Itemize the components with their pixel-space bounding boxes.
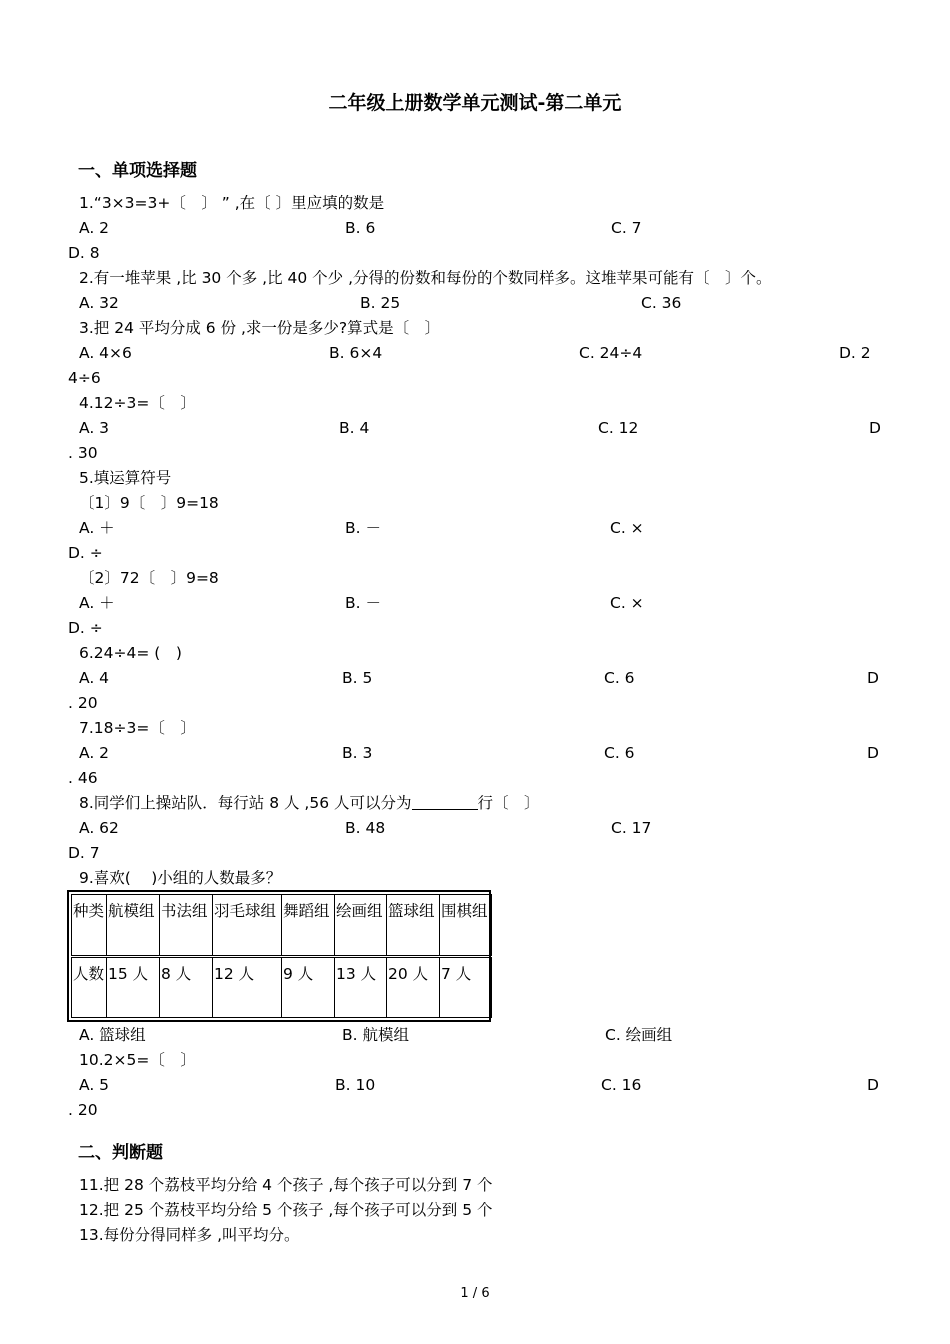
q1-option-b: B. 6 xyxy=(345,219,376,237)
q1-option-a: A. 2 xyxy=(79,219,110,237)
q4-option-b: B. 4 xyxy=(339,419,370,437)
q1-stem: 1.“3×3=3+〔 〕 ” ,在〔 〕里应填的数是 xyxy=(79,194,385,212)
q5-sub1-option-d: D. ÷ xyxy=(68,544,103,562)
q10-option-d-part1: D xyxy=(867,1076,879,1094)
table-cell: 8 人 xyxy=(160,956,213,1018)
q5-sub2-option-a: A. ＋ xyxy=(79,594,115,612)
q10-option-a: A. 5 xyxy=(79,1076,110,1094)
q7-option-d-part1: D xyxy=(867,744,879,762)
section-heading-judgement: 二、判断题 xyxy=(78,1143,163,1163)
q4-option-c: C. 12 xyxy=(598,419,639,437)
table-cell: 种类 xyxy=(72,895,107,957)
q6-option-a: A. 4 xyxy=(79,669,110,687)
q8-option-c: C. 17 xyxy=(611,819,652,837)
q8-option-b: B. 48 xyxy=(345,819,386,837)
table-row-header xyxy=(72,895,492,957)
q3-option-d-part1: D. 2 xyxy=(839,344,871,362)
q6-option-d-part1: D xyxy=(867,669,879,687)
table-cell: 航模组 xyxy=(107,895,160,957)
q5-sub2-option-d: D. ÷ xyxy=(68,619,103,637)
q2-option-a: A. 32 xyxy=(79,294,119,312)
q11-text: 11.把 28 个荔枝平均分给 4 个孩子 ,每个孩子可以分到 7 个 xyxy=(79,1176,493,1194)
q2-option-b: B. 25 xyxy=(360,294,401,312)
q2-option-c: C. 36 xyxy=(641,294,682,312)
q9-data-table xyxy=(67,890,491,1022)
q4-option-a: A. 3 xyxy=(79,419,110,437)
q4-stem: 4.12÷3=〔 〕 xyxy=(79,394,196,412)
q9-option-b: B. 航模组 xyxy=(342,1026,409,1044)
table-cell: 绘画组 xyxy=(335,895,387,957)
q10-option-d-part2: . 20 xyxy=(68,1101,98,1119)
table-cell: 书法组 xyxy=(160,895,213,957)
q3-stem: 3.把 24 平均分成 6 份 ,求一份是多少?算式是〔 〕 xyxy=(79,319,441,337)
q6-option-b: B. 5 xyxy=(342,669,373,687)
q5-stem: 5.填运算符号 xyxy=(79,469,172,487)
table-cell: 围棋组 xyxy=(440,895,492,957)
q5-sub1-option-a: A. ＋ xyxy=(79,519,115,537)
q10-option-c: C. 16 xyxy=(601,1076,642,1094)
q7-option-b: B. 3 xyxy=(342,744,373,762)
q3-option-d-part2: 4÷6 xyxy=(68,369,101,387)
table-cell: 13 人 xyxy=(335,956,387,1018)
q8-option-d: D. 7 xyxy=(68,844,100,862)
q1-option-d: D. 8 xyxy=(68,244,100,262)
q9-stem: 9.喜欢( )小组的人数最多？ xyxy=(79,869,282,887)
table-cell: 20 人 xyxy=(387,956,440,1018)
q6-stem: 6.24÷4= ( ) xyxy=(79,644,182,662)
q3-option-b: B. 6×4 xyxy=(329,344,383,362)
q8-stem xyxy=(79,793,540,813)
q7-option-d-part2: . 46 xyxy=(68,769,98,787)
table-cell: 12 人 xyxy=(213,956,282,1018)
q7-option-a: A. 2 xyxy=(79,744,110,762)
q4-option-d-part2: . 30 xyxy=(68,444,98,462)
q9-option-c: C. 绘画组 xyxy=(605,1026,673,1044)
page-number: 1 / 6 xyxy=(460,1286,490,1301)
q8-stem-text: 8.同学们上操站队．每行站 8 人 ,56 人可以分为 xyxy=(79,794,412,812)
q5-sub2-option-b: B. － xyxy=(345,594,381,612)
q8-option-a: A. 62 xyxy=(79,819,119,837)
q5-sub2-option-c: C. × xyxy=(610,594,644,612)
q7-stem: 7.18÷3=〔 〕 xyxy=(79,719,196,737)
table-cell: 篮球组 xyxy=(387,895,440,957)
table-cell: 15 人 xyxy=(107,956,160,1018)
q7-option-c: C. 6 xyxy=(604,744,635,762)
q3-option-a: A. 4×6 xyxy=(79,344,132,362)
q5-sub2: 〔2〕72〔 〕9=8 xyxy=(79,569,219,587)
q9-option-a: A. 篮球组 xyxy=(79,1026,146,1044)
table-cell: 7 人 xyxy=(440,956,492,1018)
q12-text: 12.把 25 个荔枝平均分给 5 个孩子 ,每个孩子可以分到 5 个 xyxy=(79,1201,493,1219)
q6-option-d-part2: . 20 xyxy=(68,694,98,712)
table-cell: 舞蹈组 xyxy=(282,895,335,957)
table-cell: 人数 xyxy=(72,956,107,1018)
q5-sub1: 〔1〕9〔 〕9=18 xyxy=(79,494,219,512)
q8-fill-blank xyxy=(412,793,478,810)
page-title: 二年级上册数学单元测试-第二单元 xyxy=(328,92,622,114)
q5-sub1-option-c: C. × xyxy=(610,519,644,537)
q10-stem: 10.2×5=〔 〕 xyxy=(79,1051,196,1069)
q10-option-b: B. 10 xyxy=(335,1076,376,1094)
q3-option-c: C. 24÷4 xyxy=(579,344,643,362)
q6-option-c: C. 6 xyxy=(604,669,635,687)
q5-sub1-option-b: B. － xyxy=(345,519,381,537)
table-cell: 羽毛球组 xyxy=(213,895,282,957)
section-heading-choice: 一、单项选择题 xyxy=(78,161,197,181)
q2-stem: 2.有一堆苹果 ,比 30 个多 ,比 40 个少 ,分得的份数和每份的个数同样多。这堆苹果可能有〔 〕个。 xyxy=(79,269,772,287)
q4-option-d-part1: D xyxy=(869,419,881,437)
q1-option-c: C. 7 xyxy=(611,219,642,237)
q8-stem-tail: 行〔 〕 xyxy=(477,794,540,812)
table-cell: 9 人 xyxy=(282,956,335,1018)
q13-text: 13.每份分得同样多 ,叫平均分。 xyxy=(79,1226,300,1244)
table-row-counts xyxy=(72,956,492,1018)
